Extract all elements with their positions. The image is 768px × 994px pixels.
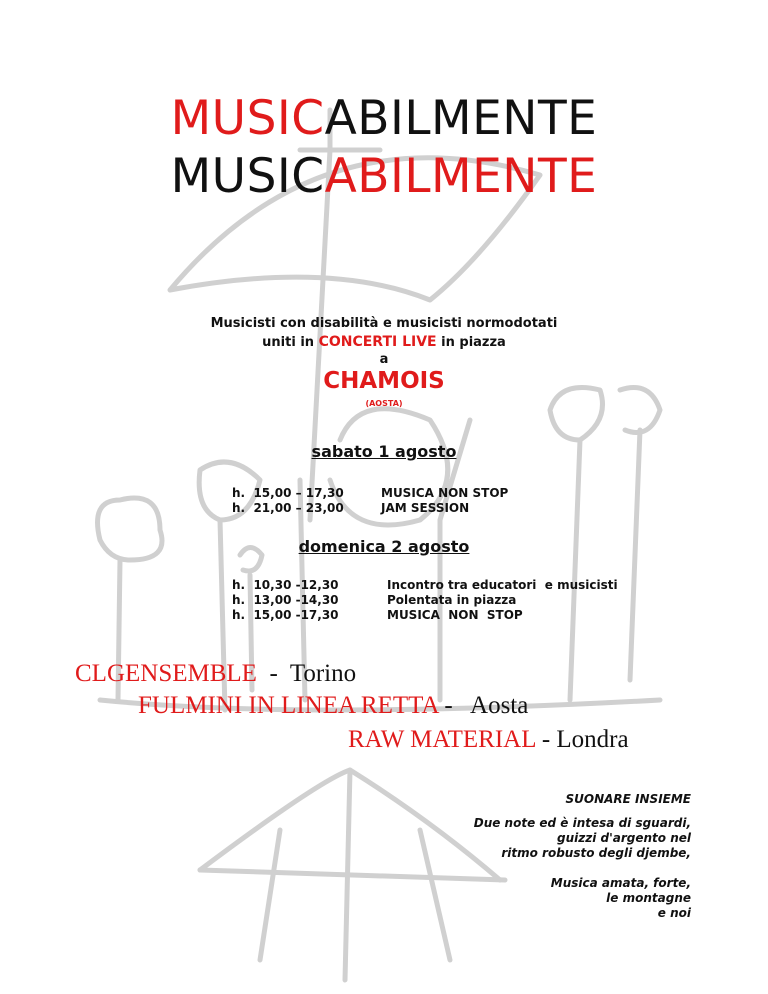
title-line-2 xyxy=(0,148,768,206)
day1-time-2: h. 21,00 – 23,00 xyxy=(232,501,344,515)
day1-time-1: h. 15,00 – 17,30 xyxy=(232,486,344,500)
intro-line-1: Musicisti con disabilità e musicisti normodotati xyxy=(210,316,558,331)
day1-title: sabato 1 agosto xyxy=(311,442,457,461)
poem-stanza-1 xyxy=(474,816,691,861)
band-1-city: Torino xyxy=(289,660,357,687)
intro-line-2 xyxy=(0,334,768,351)
day2-times xyxy=(232,578,339,623)
day2-event-2: Polentata in piazza xyxy=(387,593,517,607)
day2-event-1: Incontro tra educatori e musicisti xyxy=(387,578,618,592)
band-2-city: Aosta xyxy=(470,692,529,719)
band-3-city: Londra xyxy=(556,726,629,753)
poem-line: guizzi d'argento nel xyxy=(556,831,691,845)
poem-stanza-2 xyxy=(551,876,691,921)
intro-line-3: a xyxy=(379,352,389,367)
intro-line-2-pre: uniti in xyxy=(262,335,319,350)
band-2 xyxy=(138,692,528,720)
band-1-name: CLGENSEMBLE xyxy=(75,660,257,687)
place-name: CHAMOIS xyxy=(323,368,445,394)
poem-line: Musica amata, forte, xyxy=(550,876,691,890)
band-2-name: FULMINI IN LINEA RETTA xyxy=(138,692,439,719)
band-3 xyxy=(348,726,629,754)
day2-time-2: h. 13,00 -14,30 xyxy=(232,593,339,607)
poem-line: ritmo robusto degli djembe, xyxy=(501,846,691,860)
intro-concerti-live: CONCERTI LIVE xyxy=(318,334,437,350)
day1-event-2: JAM SESSION xyxy=(381,501,470,515)
day2-title: domenica 2 agosto xyxy=(298,537,470,556)
band-1-sep: - xyxy=(256,660,290,687)
title-line-1 xyxy=(0,90,768,148)
place-region: (AOSTA) xyxy=(365,399,403,408)
day1-times xyxy=(232,486,344,516)
poem-title: SUONARE INSIEME xyxy=(565,792,691,806)
poem-line: Due note ed è intesa di sguardi, xyxy=(473,816,691,830)
day2-event-3: MUSICA NON STOP xyxy=(387,608,523,622)
band-2-sep: - xyxy=(438,692,471,719)
day2-time-3: h. 15,00 -17,30 xyxy=(232,608,339,622)
title-music-red: MUSIC xyxy=(170,91,325,146)
day2-time-1: h. 10,30 -12,30 xyxy=(232,578,339,592)
title-abilmente-red: ABILMENTE xyxy=(324,149,598,204)
poem-line: e noi xyxy=(657,906,691,920)
day1-event-1: MUSICA NON STOP xyxy=(381,486,509,500)
band-3-sep: - xyxy=(535,726,557,753)
day2-events xyxy=(387,578,618,623)
day1-events xyxy=(381,486,508,516)
intro-line-2-post: in piazza xyxy=(436,335,506,350)
title-abilmente-black: ABILMENTE xyxy=(324,91,598,146)
band-1 xyxy=(75,660,356,688)
band-3-name: RAW MATERIAL xyxy=(348,726,536,753)
title-music-black: MUSIC xyxy=(170,149,325,204)
poem-line: le montagne xyxy=(606,891,691,905)
